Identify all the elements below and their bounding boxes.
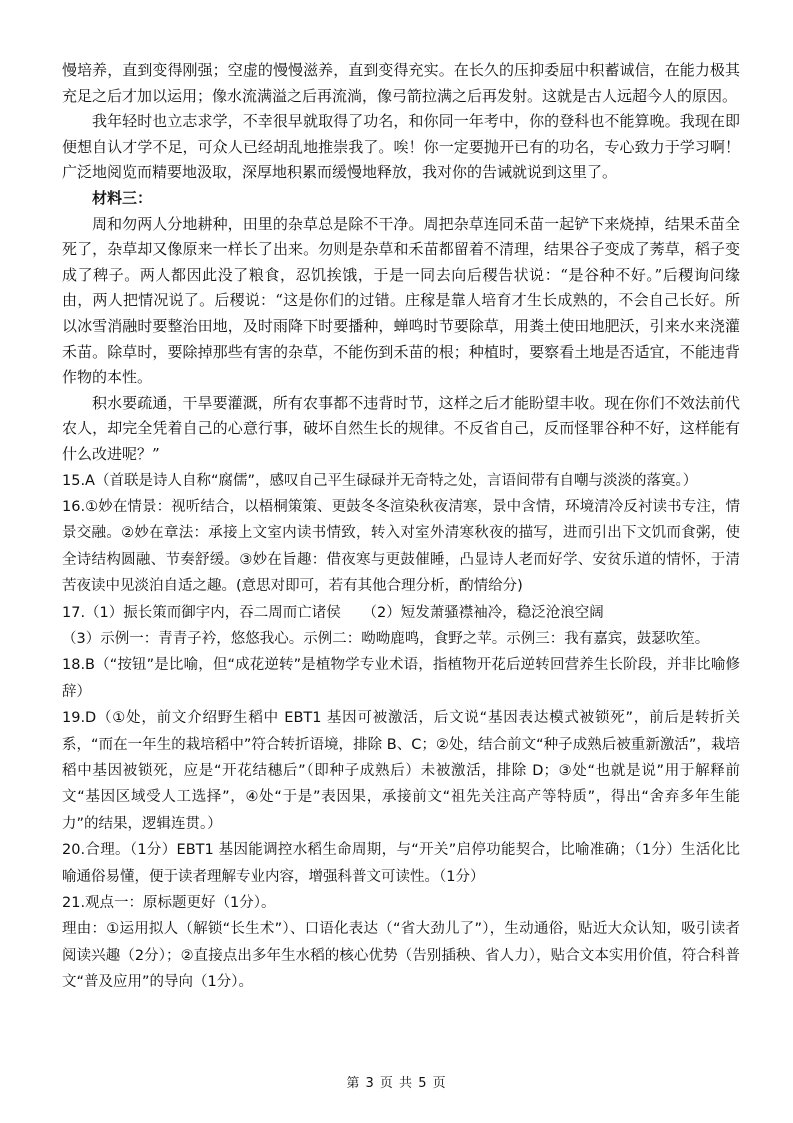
answer-19: 19.D（①处，前文介绍野生稻中 EBT1 基因可被激活，后文说“基因表达模式被锁死”，前后是转折关系，“而在一年生的栽培稻中”符合转折语境，排除 B、C；②处，结合前文“种子成熟后被重新激活”，栽培稻中基因被锁死，应是“开花结穗后”（即种子成熟后）未被激活，排除 D；③处“也就是说”用于解释前文“基因区域受人工选择”，④处“于是”表因果，承接前文“祖先关注高产等特质”，得出“舍弃多年生能力”的结果，逻辑连贯。） (62, 710, 740, 832)
answer-21-viewpoint: 21.观点一：原标题更好（1分）。 (62, 895, 276, 911)
answer-21-reason: 理由：①运用拟人（解锁“长生术”）、口语化表达（“省大劲儿了”），生动通俗，贴近大众认知，吸引读者阅读兴趣（2分）；②直接点出多年生水稻的核心优势（告别插秧、省人力），贴合文本实用价值，符合科普文“普及应用”的导向（1分）。 (62, 921, 740, 991)
answer-20: 20.合理。（1分）EBT1 基因能调控水稻生命周期，与“开关”启停功能契合，比喻准确；（1分）生活化比喻通俗易懂，便于读者理解专业内容，增强科普文可读性。（1分） (62, 842, 740, 885)
answer-18: 18.B（“按钮”是比喻，但“成花逆转”是植物学专业术语，指植物开花后逆转回营养生长阶段，并非比喻修辞） (62, 657, 740, 700)
answer-15: 15.A（首联是诗人自称“腐儒”，感叹自己平生碌碌并无奇特之处，言语间带有自嘲与淡淡的落寞。） (62, 472, 698, 489)
answer-17-line-2: （3）示例一：青青子衿，悠悠我心。示例二：呦呦鹿鸣，食野之苹。示例三：我有嘉宾，鼓瑟吹笙。 (62, 630, 710, 647)
paragraph-3: 周和勿两人分地耕种，田里的杂草总是除不干净。周把杂草连同禾苗一起铲下来烧掉，结果禾苗全死了，杂草却又像原来一样长了出来。勿则是杂草和禾苗都留着不清理，结果谷子变成了莠草，稻子变成了稗子。两人都因此没了粮食，忍饥挨饿，于是一同去向后稷告状说：“是谷种不好。”后稷询问缘由，两人把情况说了。后稷说：“这是你们的过错。庄稼是靠人培育才生长成熟的，不会自己长好。所以冰雪消融时要整治田地，及时雨降下时要播种，蝉鸣时节要除草，用粪土使田地肥沃，引来水来浇灌禾苗。除草时，要除掉那些有害的杂草，不能伤到禾苗的根；种植时，要察看土地是否适宜，不能违背作物的本性。 (62, 214, 740, 387)
page-footer: 第 3 页 共 5 页 (346, 1076, 447, 1091)
paragraph-2: 我年轻时也立志求学，不幸很早就取得了功名，和你同一年考中，你的登科也不能算晚。我现在即便想自认才学不足，可众人已经胡乱地推崇我了。唉！你一定要抛开已有的功名，专心致力于学习啊！广泛地阅览而精要地汲取，深厚地积累而缓慢地释放，我对你的告诫就说到这里了。 (62, 112, 740, 182)
paragraph-4: 积水要疏通，干旱要灌溉，所有农事都不违背时节，这样之后才能盼望丰收。现在你们不效法前代农人，却完全凭着自己的心意行事，破坏自然生长的规律。不反省自己，反而怪罪谷种不好，这样能有什么改进呢？” (62, 393, 740, 463)
answer-16: 16.①妙在情景：视听结合，以梧桐策策、更鼓冬冬渲染秋夜清寒，景中含情，环境清冷反衬读书专注，情景交融。②妙在章法：承接上文室内读书情致，转入对室外清寒秋夜的描写，进而引出下文饥而食粥，使全诗结构圆融、节奏舒缓。③妙在旨趣：借夜寒与更鼓催睡，凸显诗人老而好学、安贫乐道的情怀，于清苦夜读中见淡泊自适之趣。(意思对即可，若有其他合理分析，酌情给分) (62, 498, 740, 595)
answer-17-line-1: 17.（1）振长策而御宇内，吞二周而亡诸侯 （2）短发萧骚襟袖冷，稳泛沧浪空阔 (62, 604, 604, 621)
document-body (62, 58, 740, 996)
section-heading-material-3: 材料三： (92, 188, 153, 207)
paragraph-1: 慢培养，直到变得刚强；空虚的慢慢滋养，直到变得充实。在长久的压抑委屈中积蓄诚信，在能力极其充足之后才加以运用；像水流满溢之后再流淌，像弓箭拉满之后再发射。这就是古人远超今人的原因。 (62, 61, 740, 105)
